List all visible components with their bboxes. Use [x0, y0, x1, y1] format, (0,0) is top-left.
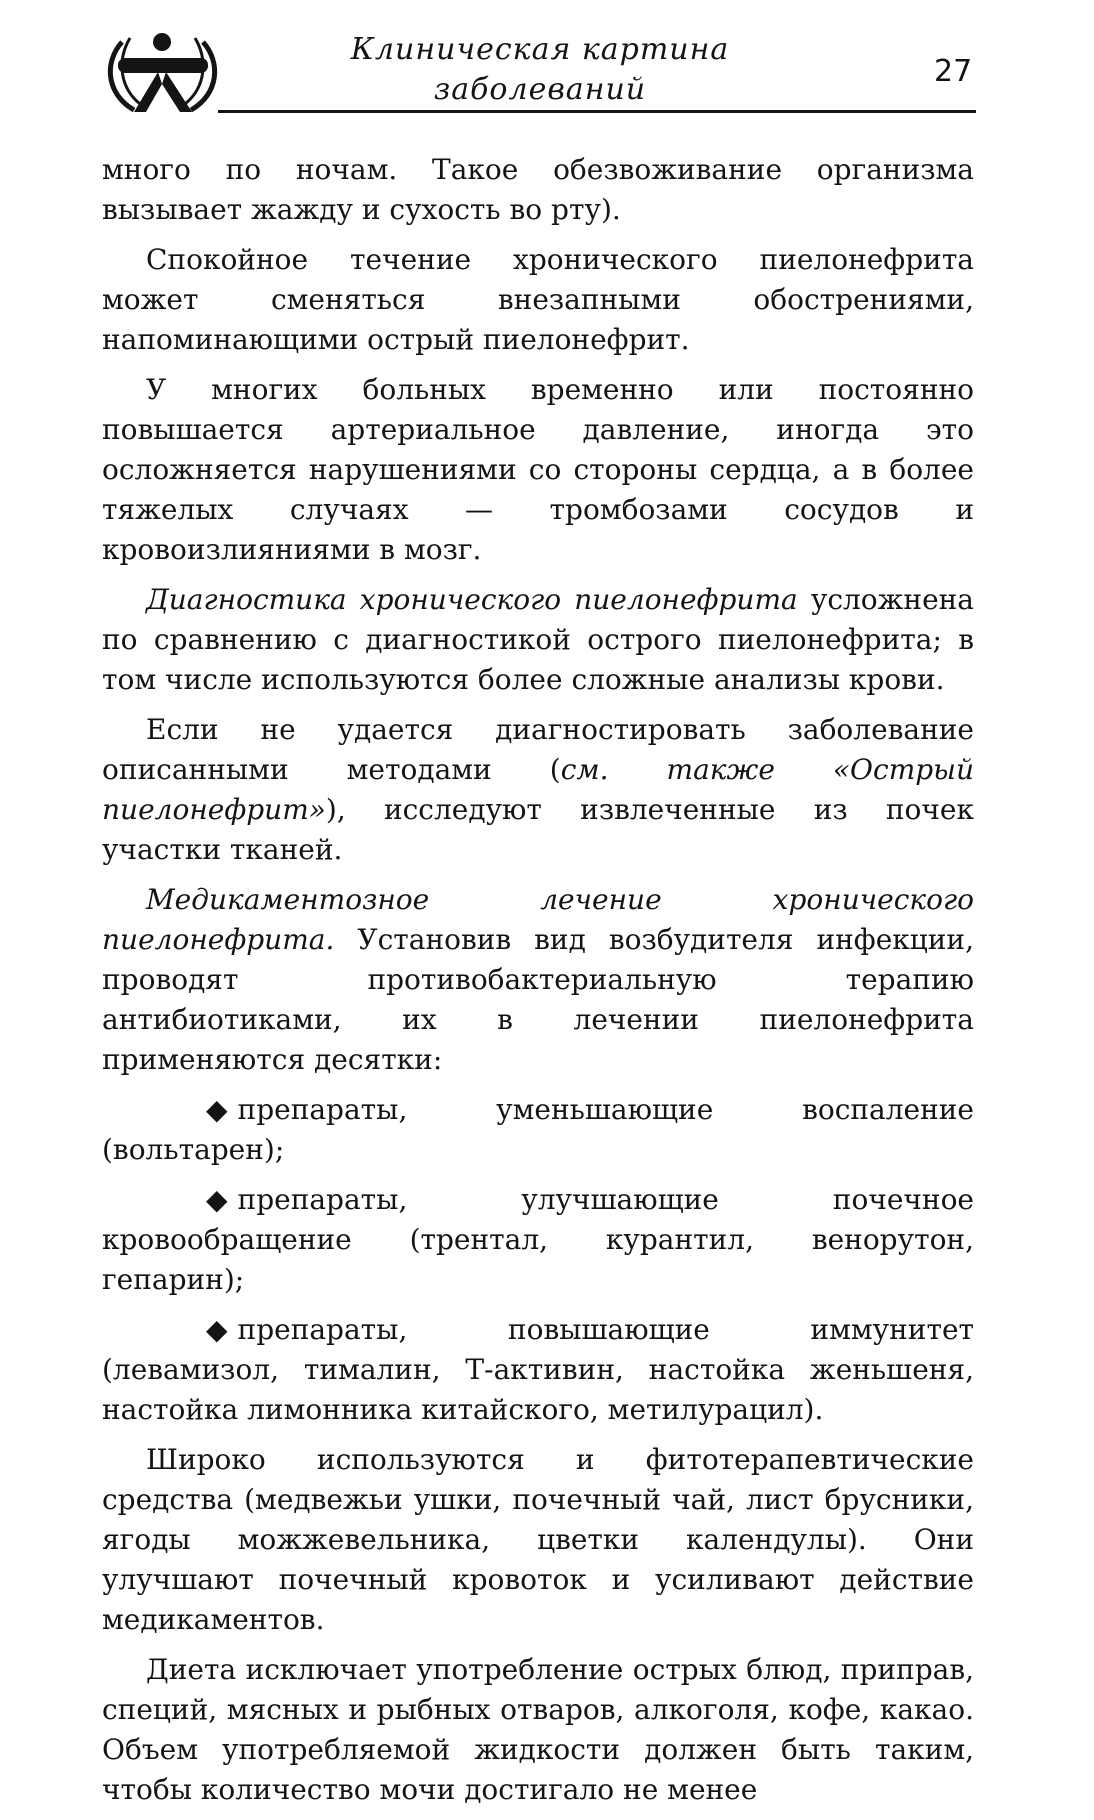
cross-reference: см. также «Острый пиелонефрит»: [102, 753, 975, 826]
bullet-diamond-icon: ◆: [206, 1093, 228, 1126]
diagnostics-text: усложнена по сравнению с диагностикой острого пиелонефрита; в том числе используются более сложные анализы крови.: [102, 583, 975, 696]
header-rule: [218, 110, 976, 113]
stylized-figure-logo-icon: [100, 28, 225, 118]
running-title-line-2: заболеваний: [433, 72, 647, 107]
running-title-line-1: Клиническая картина: [350, 32, 730, 67]
page-number: 27: [934, 54, 973, 89]
biopsy-text-start: Если не удается диагностировать заболевание описанными методами (: [102, 713, 974, 786]
bullet-diamond-icon: ◆: [206, 1183, 228, 1216]
paragraph-biopsy: [102, 710, 974, 870]
running-title: [300, 30, 780, 110]
paragraph-course: Спокойное течение хронического пиелонефрита может сменяться внезапными обострениями, напоминающими острый пиелонефрит.: [102, 243, 974, 356]
drug-treatment-text: Установив вид возбудителя инфекции, проводят противобактериальную терапию антибиотиками, их в лечении пиелонефрита применяются десятки:: [102, 923, 974, 1076]
bullet-item: [102, 1180, 974, 1300]
paragraph-diet: Диета исключает употребление острых блюд, приправ, специй, мясных и рыбных отваров, алкоголя, кофе, какао. Объем употребляемой жидкости должен быть таким, чтобы количество мочи достигало не менее: [102, 1653, 974, 1806]
biopsy-text-end: ), исследуют извлеченные из почек участки тканей.: [102, 793, 974, 866]
diagnostics-heading: Диагностика хронического пиелонефрита: [146, 583, 798, 616]
bullet-text: препараты, улучшающие почечное кровообращение (трентал, курантил, венорутон, гепарин);: [102, 1183, 974, 1296]
bullet-text: препараты, повышающие иммунитет (левамизол, тималин, Т-активин, настойка женьшеня, настойка лимонника китайского, метилурацил).: [102, 1313, 974, 1426]
bullet-diamond-icon: ◆: [206, 1313, 228, 1346]
bullet-item: [102, 1090, 974, 1170]
paragraph-blood-pressure: У многих больных временно или постоянно повышается артериальное давление, иногда это осложняется нарушениями со стороны сердца, а в более тяжелых случаях — тромбозами сосудов и кровоизлияниями в мозг.: [102, 373, 974, 566]
paragraph-phytotherapy: Широко используются и фитотерапевтические средства (медвежьи ушки, почечный чай, лист брусники, ягоды можжевельника, цветки календулы). Они улучшают почечный кровоток и усиливают действие медикаментов.: [102, 1443, 974, 1636]
paragraph-continuation: много по ночам. Такое обезвоживание организма вызывает жажду и сухость во рту).: [102, 153, 974, 226]
bullet-item: [102, 1310, 974, 1430]
paragraph-drug-treatment: [102, 880, 974, 1080]
paragraph-diagnostics: [102, 580, 974, 700]
drug-treatment-heading: Медикаментозное лечение хронического пиелонефрита.: [102, 883, 974, 956]
page-body: [102, 150, 974, 1820]
bullet-text: препараты, уменьшающие воспаление (вольтарен);: [102, 1093, 974, 1166]
